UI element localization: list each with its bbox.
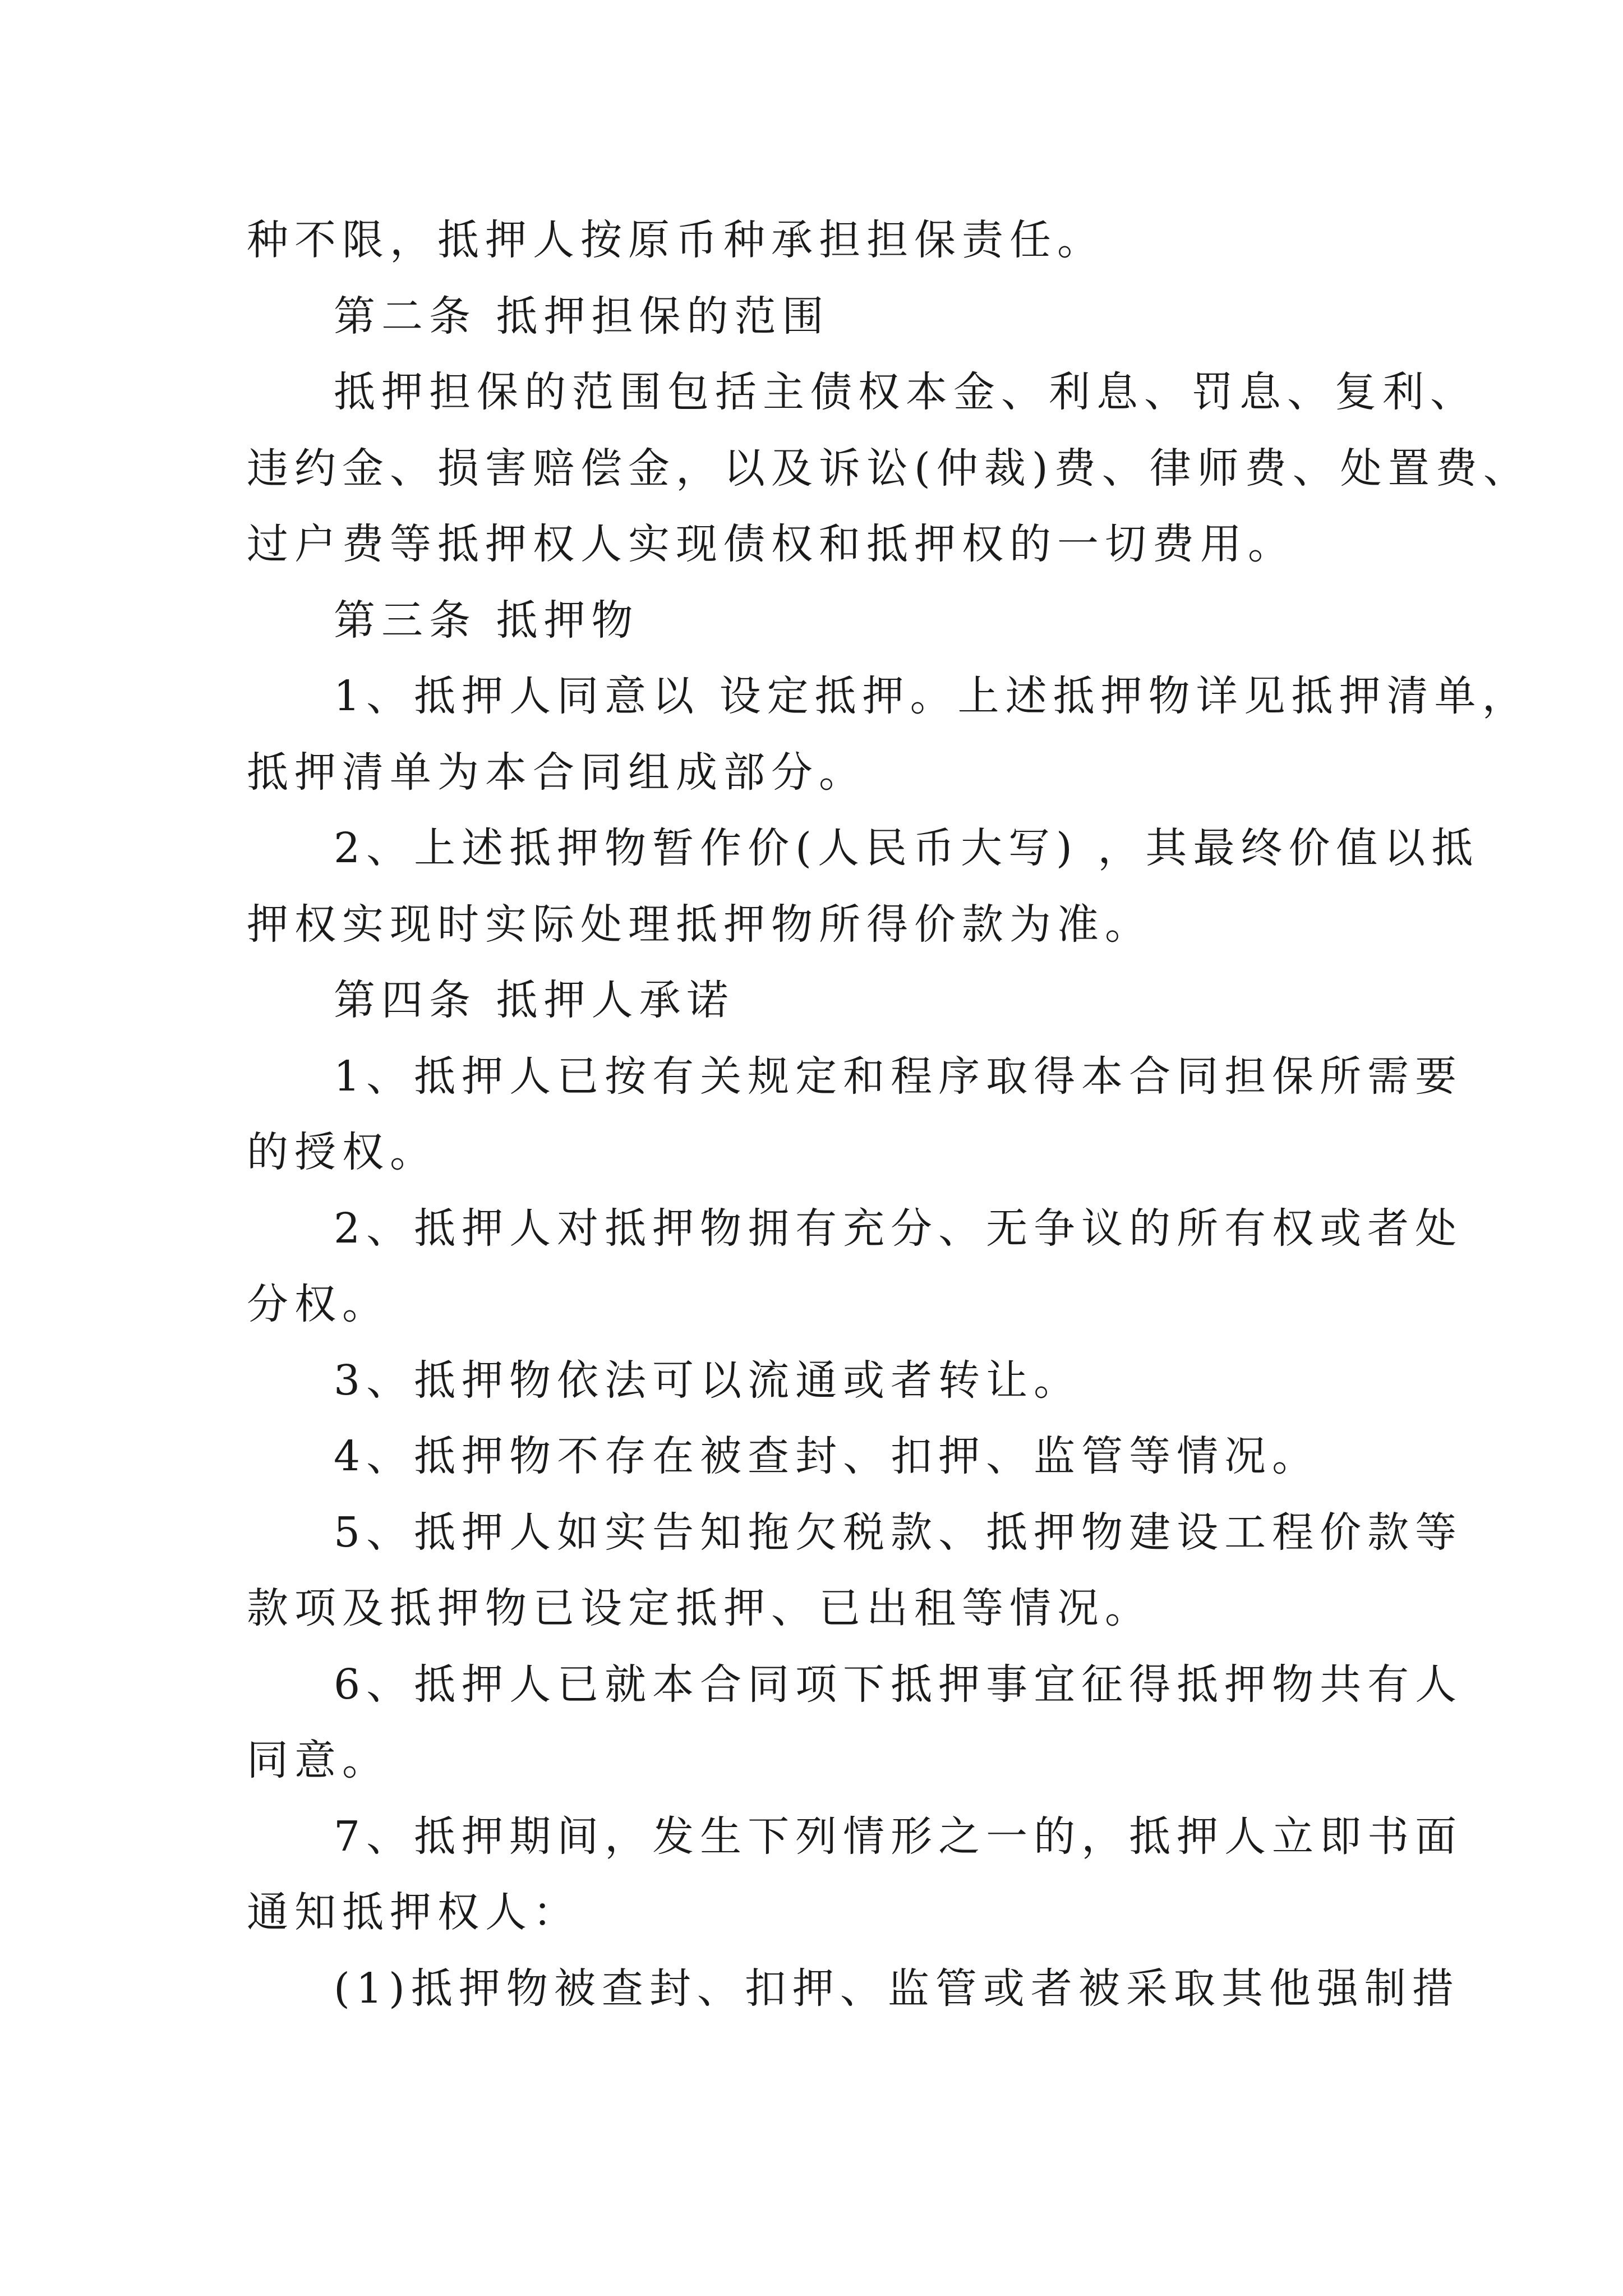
text-line: 1、抵押人已按有关规定和程序取得本合同担保所需要 [334,1052,1463,1101]
text-line: 通知抵押权人： [247,1888,580,1936]
text-line: 违约金、损害赔偿金，以及诉讼(仲裁)费、律师费、处置费、 [247,444,1531,493]
section-heading: 第二条 抵押担保的范围 [334,292,830,341]
text-line: 抵押清单为本合同组成部分。 [247,748,866,797]
text-line: (1)抵押物被查封、扣押、监管或者被采取其他强制措 [334,1964,1460,2013]
text-line: 1、抵押人同意以 设定抵押。上述抵押物详见抵押清单， [334,672,1530,720]
text-line: 4、抵押物不存在被查封、扣押、监管等情况。 [334,1432,1320,1480]
text-line: 抵押担保的范围包括主债权本金、利息、罚息、复利、 [334,368,1478,416]
text-line: 3、抵押物依法可以流通或者转让。 [334,1356,1082,1405]
text-line: 6、抵押人已就本合同项下抵押事宜征得抵押物共有人 [334,1660,1463,1709]
text-line: 押权实现时实际处理抵押物所得价款为准。 [247,900,1152,949]
text-line: 同意。 [247,1736,390,1784]
section-heading: 第三条 抵押物 [334,596,639,645]
text-line: 5、抵押人如实告知拖欠税款、抵押物建设工程价款等 [334,1508,1463,1557]
text-line: 2、上述抵押物暂作价(人民币大写) ，其最终价值以抵 [334,824,1479,872]
text-line: 分权。 [247,1280,390,1328]
text-line: 种不限，抵押人按原币种承担担保责任。 [247,216,1105,264]
text-line: 款项及抵押物已设定抵押、已出租等情况。 [247,1584,1152,1632]
section-heading: 第四条 抵押人承诺 [334,976,735,1024]
text-line: 2、抵押人对抵押物拥有充分、无争议的所有权或者处 [334,1204,1463,1253]
text-line: 7、抵押期间，发生下列情形之一的，抵押人立即书面 [334,1812,1463,1861]
text-line: 过户费等抵押权人实现债权和抵押权的一切费用。 [247,520,1295,568]
text-line: 的授权。 [247,1128,437,1176]
